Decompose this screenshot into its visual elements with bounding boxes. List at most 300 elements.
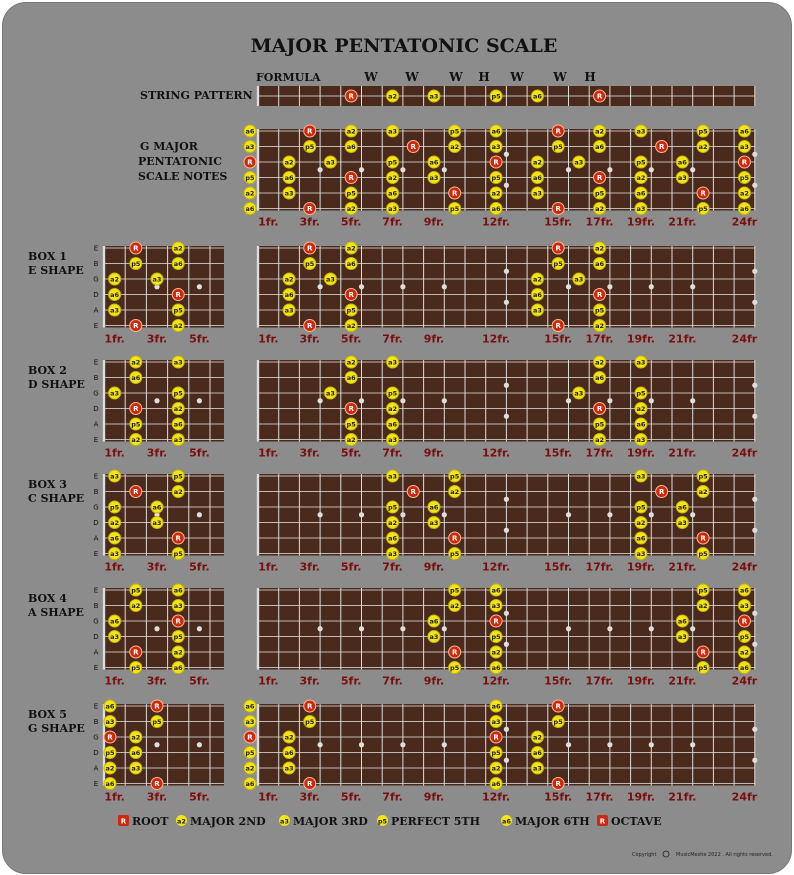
note-marker: [324, 273, 336, 285]
note-marker: [490, 747, 502, 759]
note-label: p5: [594, 420, 605, 429]
note-label: R: [451, 648, 458, 657]
note-label: a6: [245, 779, 255, 788]
fret-label: 12fr.: [481, 560, 511, 574]
fret-label: 5fr.: [189, 790, 210, 804]
fret-label: 17fr.: [585, 790, 614, 804]
note-label: R: [307, 321, 313, 330]
note-label: a6: [595, 373, 605, 382]
note-marker: [345, 372, 357, 384]
note-marker: [531, 747, 543, 759]
fret-inlay: [400, 167, 405, 172]
root-marker: [304, 242, 316, 254]
note-label: a6: [110, 534, 120, 543]
box-5-small-board: [28, 700, 224, 790]
note-marker: [449, 662, 461, 674]
root-marker: [697, 187, 709, 199]
fret-label: 3fr.: [299, 215, 320, 229]
note-marker: [738, 187, 750, 199]
note-marker: [738, 646, 750, 658]
note-label: a6: [739, 127, 749, 136]
note-marker: [635, 532, 647, 544]
fret-inlay: [649, 626, 654, 631]
note-marker: [283, 304, 295, 316]
fret-label: 19fr.: [626, 560, 656, 574]
note-marker: [283, 762, 295, 774]
root-marker: [552, 700, 564, 712]
fret-inlay: [359, 284, 364, 289]
fret-inlay: [607, 284, 612, 289]
note-label: p5: [739, 173, 750, 182]
note-label: a6: [595, 142, 605, 151]
note-marker: [738, 662, 750, 674]
note-marker: [635, 387, 647, 399]
note-marker: [324, 156, 336, 168]
note-marker: [635, 172, 647, 184]
note-marker: [172, 662, 184, 674]
note-label: p5: [450, 663, 460, 672]
note-marker: [151, 273, 163, 285]
note-marker: [490, 716, 502, 728]
note-marker: [172, 320, 184, 332]
string-name: A: [93, 306, 99, 315]
fret-labels-row: [258, 675, 758, 688]
note-marker: [635, 156, 647, 168]
note-marker: [573, 156, 585, 168]
note-marker: [531, 289, 543, 301]
note-marker: [104, 700, 116, 712]
note-label: a3: [173, 435, 183, 444]
note-label: a6: [346, 142, 356, 151]
fret-label: 9fr.: [423, 215, 445, 229]
fret-inlay: [197, 398, 202, 403]
note-label: R: [493, 617, 499, 626]
fret-inlay: [566, 512, 571, 517]
note-label: R: [107, 733, 113, 742]
note-marker: [244, 187, 256, 199]
fret-inlay: [504, 383, 509, 388]
fret-label: 24fr: [731, 560, 758, 574]
note-label: a3: [491, 601, 501, 610]
note-marker: [738, 172, 750, 184]
note-marker: [490, 203, 502, 215]
box-4-small-board-wood: [104, 588, 224, 670]
root-marker: [151, 778, 163, 790]
note-label: a2: [284, 733, 294, 742]
box-label: A SHAPE: [28, 606, 84, 619]
small-fret-labels-row: [104, 561, 209, 574]
note-marker: [104, 778, 116, 790]
fret-inlay: [752, 269, 757, 274]
fret-inlay: [442, 284, 447, 289]
note-label: a3: [110, 632, 120, 641]
note-label: a6: [636, 420, 646, 429]
note-label: a6: [173, 259, 183, 268]
note-marker: [283, 156, 295, 168]
note-marker: [130, 600, 142, 612]
box-label: BOX 3: [28, 478, 67, 491]
root-marker: [656, 486, 668, 498]
note-marker: [151, 517, 163, 529]
note-marker: [104, 747, 116, 759]
note-marker: [345, 304, 357, 316]
note-marker: [490, 700, 502, 712]
fret-label: 5fr.: [340, 215, 362, 229]
fret-label: 3fr.: [299, 332, 320, 346]
note-marker: [428, 172, 440, 184]
note-label: a3: [110, 389, 120, 398]
fret-label: 7fr.: [382, 790, 403, 804]
note-label: R: [555, 127, 561, 136]
note-marker: [449, 584, 461, 596]
note-marker: [738, 631, 750, 643]
note-label: R: [175, 290, 181, 299]
note-marker: [172, 356, 184, 368]
note-marker: [635, 187, 647, 199]
box-label: BOX 2: [28, 364, 67, 377]
note-label: a6: [491, 663, 501, 672]
legend-item: [377, 815, 480, 828]
root-marker: [697, 646, 709, 658]
note-label: p5: [491, 173, 501, 182]
note-marker: [490, 90, 502, 102]
legend-label: OCTAVE: [611, 815, 662, 828]
root-marker: [594, 172, 606, 184]
note-label: a3: [636, 472, 646, 481]
fret-label: 5fr.: [189, 446, 210, 460]
note-marker: [738, 125, 750, 137]
fret-inlay: [400, 512, 405, 517]
legend-symbol: p5: [377, 817, 388, 826]
note-marker: [697, 141, 709, 153]
note-marker: [387, 501, 399, 513]
fret-label: 19fr.: [626, 332, 656, 346]
note-label: R: [493, 733, 499, 742]
note-label: a2: [173, 648, 183, 657]
note-marker: [345, 141, 357, 153]
root-marker: [449, 646, 461, 658]
note-label: p5: [173, 632, 183, 641]
box-3-small-board: [28, 470, 224, 560]
fret-inlay: [752, 758, 757, 763]
note-label: a2: [595, 321, 605, 330]
note-marker: [244, 778, 256, 790]
note-marker: [697, 203, 709, 215]
fret-label: 21fr.: [668, 332, 697, 346]
fret-label: 7fr.: [382, 560, 403, 574]
note-label: R: [741, 617, 748, 626]
note-label: a2: [173, 487, 183, 496]
note-label: a3: [491, 717, 501, 726]
note-label: a6: [131, 748, 141, 757]
small-fret-labels-row: [104, 791, 209, 804]
note-label: a6: [429, 503, 439, 512]
note-label: a3: [131, 764, 141, 773]
fret-label: 9fr.: [423, 560, 445, 574]
box-label: C SHAPE: [28, 492, 85, 505]
root-marker: [304, 125, 316, 137]
note-label: R: [154, 702, 160, 711]
note-marker: [490, 762, 502, 774]
note-label: R: [596, 92, 603, 101]
all-notes-board: [244, 125, 757, 215]
note-label: a3: [739, 142, 749, 151]
note-marker: [109, 304, 121, 316]
fret-inlay: [154, 626, 159, 631]
note-label: p5: [636, 389, 646, 398]
root-marker: [552, 320, 564, 332]
note-label: a3: [677, 632, 687, 641]
box-3-small-board-wood: [104, 474, 224, 556]
fret-inlay: [504, 183, 509, 188]
fret-label: 9fr.: [423, 332, 445, 346]
fret-inlay: [504, 758, 509, 763]
note-label: p5: [636, 503, 646, 512]
note-marker: [738, 600, 750, 612]
copyright-label: Copyright: [632, 852, 657, 858]
note-marker: [345, 356, 357, 368]
note-marker: [738, 584, 750, 596]
note-label: a6: [245, 204, 255, 213]
note-marker: [676, 172, 688, 184]
note-marker: [573, 387, 585, 399]
fret-label: 9fr.: [423, 674, 445, 688]
fret-label: 7fr.: [382, 674, 403, 688]
note-label: a3: [388, 472, 398, 481]
string-name: B: [93, 718, 99, 726]
note-label: a2: [131, 358, 141, 367]
string-pattern-board: [258, 86, 755, 106]
box-1-small-board: [28, 242, 224, 332]
note-marker: [428, 631, 440, 643]
note-label: a6: [110, 617, 120, 626]
note-label: a6: [429, 158, 439, 167]
note-marker: [676, 631, 688, 643]
root-marker: [407, 486, 419, 498]
note-marker: [449, 548, 461, 560]
note-marker: [531, 90, 543, 102]
note-label: R: [700, 189, 706, 198]
note-marker: [244, 203, 256, 215]
note-label: a6: [491, 779, 501, 788]
note-label: p5: [553, 142, 563, 151]
note-marker: [635, 356, 647, 368]
root-marker: [449, 187, 461, 199]
formula-step: W: [553, 70, 567, 84]
note-label: a3: [388, 127, 398, 136]
root-marker: [345, 90, 357, 102]
note-label: a2: [346, 244, 356, 253]
note-label: a2: [739, 189, 749, 198]
fret-label: 12fr.: [481, 790, 511, 804]
fret-inlay: [607, 512, 612, 517]
note-marker: [387, 532, 399, 544]
fret-label: 7fr.: [382, 215, 403, 229]
fret-label: 3fr.: [299, 446, 320, 460]
string-name: B: [93, 488, 99, 496]
note-marker: [172, 646, 184, 658]
note-label: R: [247, 158, 253, 167]
note-marker: [104, 716, 116, 728]
formula-step: H: [478, 70, 490, 84]
note-marker: [172, 242, 184, 254]
note-marker: [428, 517, 440, 529]
note-label: a3: [532, 189, 542, 198]
root-marker: [490, 156, 502, 168]
legend-label: MAJOR 6TH: [515, 815, 590, 828]
fret-inlay: [566, 167, 571, 172]
fret-label: 17fr.: [585, 446, 614, 460]
note-label: a2: [131, 733, 141, 742]
scale-notes-label-3: SCALE NOTES: [138, 170, 228, 183]
fret-inlay: [504, 497, 509, 502]
root-marker: [151, 700, 163, 712]
fret-inlay: [690, 742, 695, 747]
fret-label: 17fr.: [585, 215, 614, 229]
note-label: R: [133, 321, 139, 330]
root-marker: [172, 289, 184, 301]
note-label: a2: [532, 733, 542, 742]
note-label: a3: [245, 717, 255, 726]
note-label: p5: [594, 306, 605, 315]
legend: [118, 815, 662, 828]
fret-inlay: [607, 626, 612, 631]
note-label: p5: [131, 420, 141, 429]
note-label: a6: [388, 420, 398, 429]
fret-label: 21fr.: [668, 560, 697, 574]
fret-labels-row: [258, 791, 758, 804]
note-marker: [490, 778, 502, 790]
fret-inlay: [649, 742, 654, 747]
note-marker: [172, 631, 184, 643]
fret-labels-row: [258, 447, 758, 460]
fret-inlay: [504, 528, 509, 533]
root-marker: [594, 403, 606, 415]
note-marker: [387, 470, 399, 482]
note-marker: [387, 125, 399, 137]
string-name: A: [93, 420, 99, 429]
note-marker: [635, 470, 647, 482]
string-name: G: [93, 617, 99, 626]
fret-inlay: [400, 626, 405, 631]
box-4-big-board: [258, 584, 757, 674]
note-label: a3: [110, 549, 120, 558]
note-label: p5: [387, 389, 398, 398]
fret-inlay: [318, 512, 323, 517]
fret-label: 1fr.: [258, 674, 279, 688]
note-label: a2: [131, 601, 141, 610]
string-name: B: [93, 260, 99, 268]
note-label: a2: [173, 404, 183, 413]
note-label: p5: [491, 632, 501, 641]
root-marker: [552, 778, 564, 790]
page-title: MAJOR PENTATONIC SCALE: [250, 35, 558, 57]
note-label: a2: [595, 358, 605, 367]
note-marker: [283, 747, 295, 759]
note-label: a2: [698, 142, 708, 151]
fret-label: 3fr.: [299, 790, 320, 804]
note-label: R: [348, 290, 354, 299]
note-label: a2: [346, 358, 356, 367]
note-label: a6: [429, 617, 439, 626]
note-marker: [172, 470, 184, 482]
note-marker: [676, 517, 688, 529]
fret-label: 5fr.: [189, 674, 210, 688]
note-label: a6: [491, 204, 501, 213]
note-marker: [244, 125, 256, 137]
string-name: A: [93, 764, 99, 773]
note-label: p5: [173, 306, 183, 315]
note-marker: [130, 258, 142, 270]
string-name: D: [93, 519, 99, 527]
note-label: a6: [245, 127, 255, 136]
fret-inlay: [649, 167, 654, 172]
fret-inlay: [607, 167, 612, 172]
fret-inlay: [400, 284, 405, 289]
root-marker: [130, 486, 142, 498]
fret-label: 15fr.: [544, 790, 573, 804]
note-marker: [130, 584, 142, 596]
root-marker: [172, 532, 184, 544]
fret-label: 12fr.: [481, 674, 511, 688]
note-label: a2: [739, 648, 749, 657]
fret-label: 1fr.: [258, 446, 279, 460]
note-label: a2: [636, 404, 646, 413]
string-name: G: [93, 503, 99, 512]
string-name: E: [93, 358, 99, 367]
note-marker: [697, 486, 709, 498]
fret-label: 5fr.: [189, 332, 210, 346]
root-marker: [656, 141, 668, 153]
note-label: a6: [636, 189, 646, 198]
note-label: a3: [429, 92, 439, 101]
note-label: a2: [346, 127, 356, 136]
note-marker: [552, 258, 564, 270]
note-marker: [109, 289, 121, 301]
fret-labels-row: [258, 216, 758, 229]
note-label: a2: [388, 404, 398, 413]
note-marker: [449, 470, 461, 482]
note-label: a6: [491, 127, 501, 136]
note-label: a3: [388, 435, 398, 444]
note-label: R: [154, 779, 160, 788]
legend-item: [176, 815, 266, 828]
note-label: a3: [677, 173, 687, 182]
fret-inlay: [318, 167, 323, 172]
note-marker: [172, 548, 184, 560]
note-label: a3: [110, 306, 120, 315]
note-marker: [449, 141, 461, 153]
note-label: p5: [698, 472, 708, 481]
fret-inlay: [752, 383, 757, 388]
note-label: a6: [152, 503, 162, 512]
note-label: p5: [553, 717, 563, 726]
note-marker: [635, 403, 647, 415]
fret-inlay: [649, 284, 654, 289]
fret-label: 12fr.: [481, 332, 511, 346]
note-label: R: [451, 534, 458, 543]
scale-notes-label-1: G MAJOR: [140, 140, 198, 153]
box-4-small-board: [27, 584, 224, 674]
note-label: p5: [450, 549, 460, 558]
copyright-owner: MusicMeshe 2022 . All rights reserved.: [676, 852, 773, 858]
note-label: a2: [636, 518, 646, 527]
fret-inlay: [400, 398, 405, 403]
box-3-big-board: [258, 470, 757, 560]
legend-symbol: a2: [177, 817, 186, 826]
note-label: a3: [388, 204, 398, 213]
note-marker: [428, 615, 440, 627]
